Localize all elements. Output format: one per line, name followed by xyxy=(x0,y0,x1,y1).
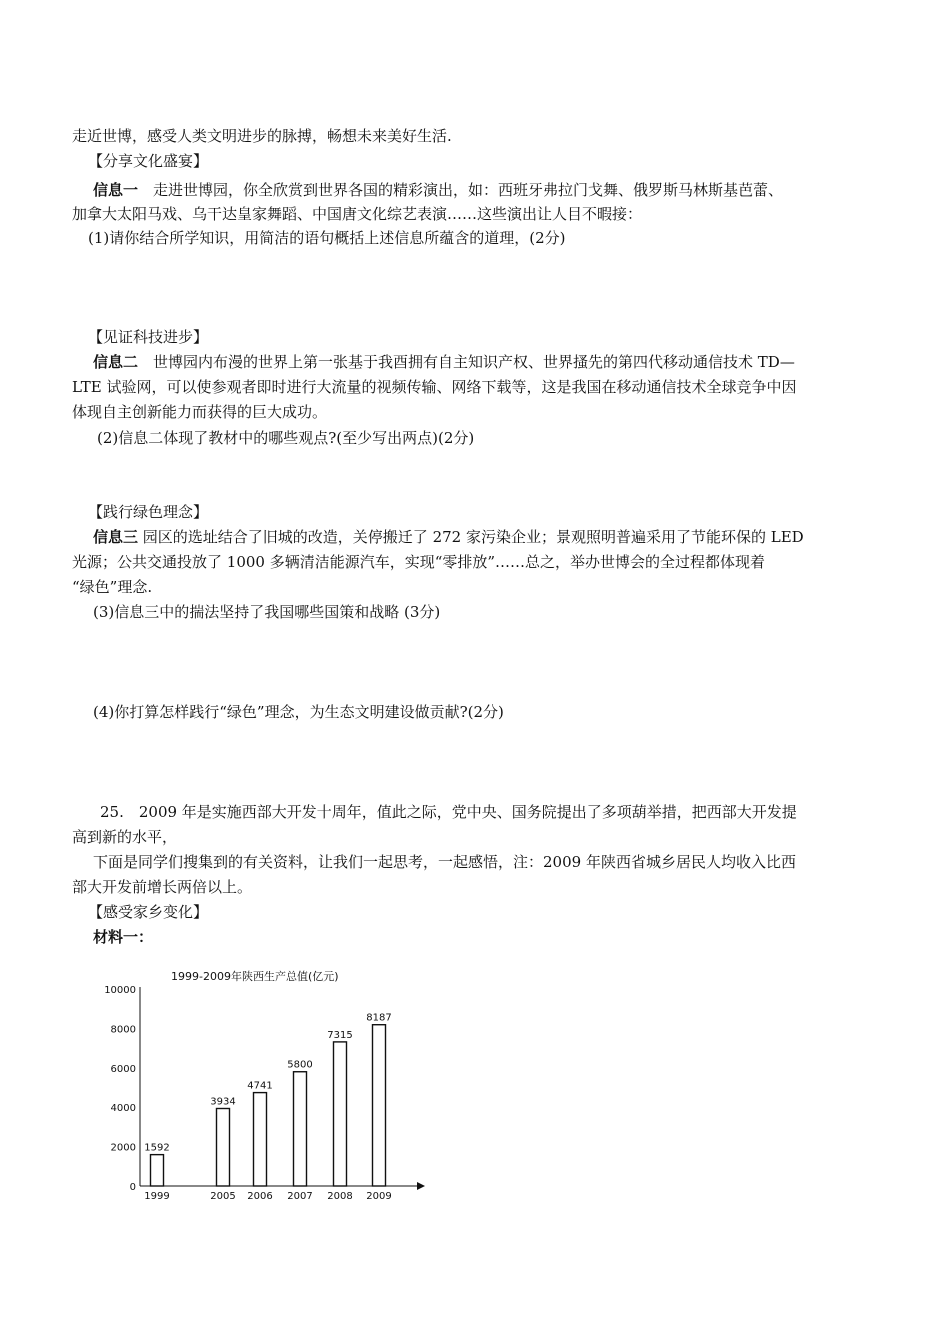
info-label-1: 信息一 xyxy=(93,181,139,199)
q25-line2: 高到新的水平， xyxy=(72,828,178,846)
question-2: (2)信息二体现了教材中的哪些观点?(至少写出两点)(2分) xyxy=(97,429,475,447)
info2-text: 世博园内布漫的世界上第一张基于我酉拥有自主知识产权、世界搔先的第四代移动通信技术 TD— xyxy=(153,353,795,371)
q25-line3: 下面是同学们搜集到的有关资料，让我们一起思考，一起感悟，注：2009 年陕西省城乡居民人均收入比西 xyxy=(93,853,796,871)
question-4: (4)你打算怎样践行“绿色”理念，为生态文明建设做贡献?(2分) xyxy=(93,703,504,721)
info-label-3: 信息三 xyxy=(93,528,139,546)
y-tick-label: 10000 xyxy=(104,985,136,996)
section2-info-line2: LTE 试验网，可以使参观者即时进行大流量的视频传输、网络下载等，这是我国在移动通信技术全球竞争中因 xyxy=(72,378,797,396)
section3-info-line1 xyxy=(93,527,804,547)
bar xyxy=(217,1109,230,1186)
y-tick-label: 4000 xyxy=(110,1103,136,1115)
intro-line: 走近世博，感受人类文明进步的脉搏，畅想未来美好生活. xyxy=(72,127,452,145)
section3-heading: 【践行绿色理念】 xyxy=(88,503,209,521)
bar xyxy=(254,1093,267,1186)
x-tick-label: 2009 xyxy=(366,1191,392,1202)
bar xyxy=(373,1025,386,1186)
bar xyxy=(151,1155,164,1186)
info3-text: 园区的选址结合了旧城的改造，关停搬迁了 272 家污染企业；景观照明普遍采用了节能环保的 LED xyxy=(142,528,804,546)
y-tick-label: 0 xyxy=(129,1182,136,1193)
x-tick-label: 2007 xyxy=(287,1191,313,1202)
y-tick-label: 6000 xyxy=(110,1063,136,1075)
section3-info-line3: “绿色”理念. xyxy=(72,578,153,596)
chart-bars xyxy=(144,1013,391,1202)
y-tick-label: 2000 xyxy=(110,1142,136,1154)
question-1: (1)请你结合所学知识，用简洁的语句概括上述信息所蕴含的道理，(2分) xyxy=(88,229,566,247)
bar-value-label: 7315 xyxy=(327,1029,353,1041)
section3-info-line2: 光源；公共交通投放了 1000 多辆清洁能源汽车，实现“零排放”……总之，举办世博会的全过程都体现着 xyxy=(72,553,766,571)
info1-text: 走进世博园，你全欣赏到世界各国的精彩演出，如：西班牙弗拉门戈舞、俄罗斯马林斯基芭蕾、 xyxy=(153,181,784,199)
x-axis-arrow xyxy=(417,1182,425,1190)
bar-value-label: 4741 xyxy=(247,1080,273,1092)
q25-line4: 部大开发前增长两倍以上。 xyxy=(72,878,253,896)
section2-info-line1 xyxy=(93,352,795,372)
x-tick-label: 2008 xyxy=(327,1191,353,1202)
bar xyxy=(294,1072,307,1186)
gdp-bar-chart xyxy=(95,960,435,1205)
bar xyxy=(334,1042,347,1186)
q25-line1: 25. 2009 年是实施西部大开发十周年，值此之际，党中央、国务院提出了多项葫举措，把西部大开发提 xyxy=(100,803,797,821)
section1-info-line1 xyxy=(93,180,783,200)
bar-value-label: 5800 xyxy=(287,1059,313,1071)
material-label: 材料一： xyxy=(93,928,154,946)
bar-value-label: 8187 xyxy=(366,1012,392,1024)
section2-info-line3: 体现自主创新能力而获得的巨大成功。 xyxy=(72,403,328,421)
y-tick-label: 8000 xyxy=(110,1024,136,1036)
section1-info-line2: 加拿大太阳马戏、乌干达皇家舞蹈、中国唐文化综艺表演……这些演出让人目不暇接： xyxy=(72,205,643,223)
x-tick-label: 2005 xyxy=(210,1191,236,1202)
info-label-2: 信息二 xyxy=(93,353,139,371)
bar-value-label: 3934 xyxy=(210,1096,236,1108)
x-tick-label: 1999 xyxy=(144,1191,170,1202)
section1-heading: 【分享文化盛宴】 xyxy=(88,152,209,170)
chart-title: 1999-2009年陕西生产总值(亿元) xyxy=(171,970,339,983)
section4-heading: 【感受家乡变化】 xyxy=(88,903,209,921)
x-tick-label: 2006 xyxy=(247,1191,273,1202)
question-3: (3)信息三中的揣法坚持了我国哪些国策和战略 (3分) xyxy=(93,603,441,621)
section2-heading: 【见证科技进步】 xyxy=(88,328,209,346)
bar-value-label: 1592 xyxy=(144,1142,170,1154)
